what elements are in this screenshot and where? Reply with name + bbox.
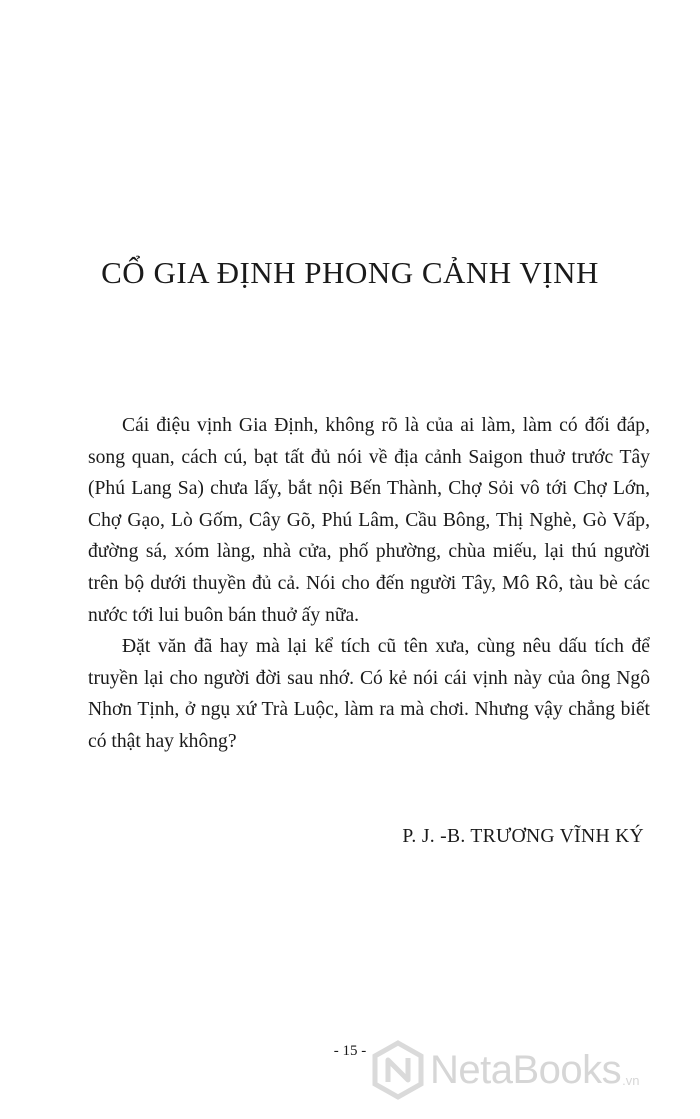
page-number: - 15 - [333, 1043, 367, 1059]
author-signature: P. J. -B. TRƯƠNG VĨNH KÝ [402, 826, 644, 847]
paragraph-1: Cái điệu vịnh Gia Định, không rõ là của ai làm, làm có đối đáp, song quan, cách cú, bạt tất đủ nói về địa cảnh Saigon thuở trước Tây (Phú Lang Sa) chưa lấy, bắt nội Bến Thành, Chợ Sỏi vô tới Chợ Lớn, Chợ Gạo, Lò Gốm, Cây Gõ, Phú Lâm, Cầu Bông, Thị Nghè, Gò Vấp, đường sá, xóm làng, nhà cửa, phố phường, chùa miếu, lại thú người trên bộ dưới thuyền đủ cả. Nói cho đến người Tây, Mô Rô, tàu bè các nước tới lui buôn bán thuở ấy nữa. [88, 415, 650, 626]
watermark-suffix: .vn [622, 1073, 640, 1088]
netabooks-logo-icon [372, 1040, 424, 1100]
watermark-brand: NetaBooks [430, 1047, 622, 1092]
paragraph-2: Đặt văn đã hay mà lại kể tích cũ tên xưa, cùng nêu dấu tích để truyền lại cho người đời sau nhớ. Có kẻ nói cái vịnh này của ông Ngô Nhơn Tịnh, ở ngụ xứ Trà Luộc, làm ra mà chơi. Nhưng vậy chẳng biết có thật hay không? [88, 636, 650, 752]
watermark [372, 1040, 640, 1100]
chapter-title: CỔ GIA ĐỊNH PHONG CẢNH VỊNH [101, 255, 599, 290]
body-text [88, 410, 650, 758]
